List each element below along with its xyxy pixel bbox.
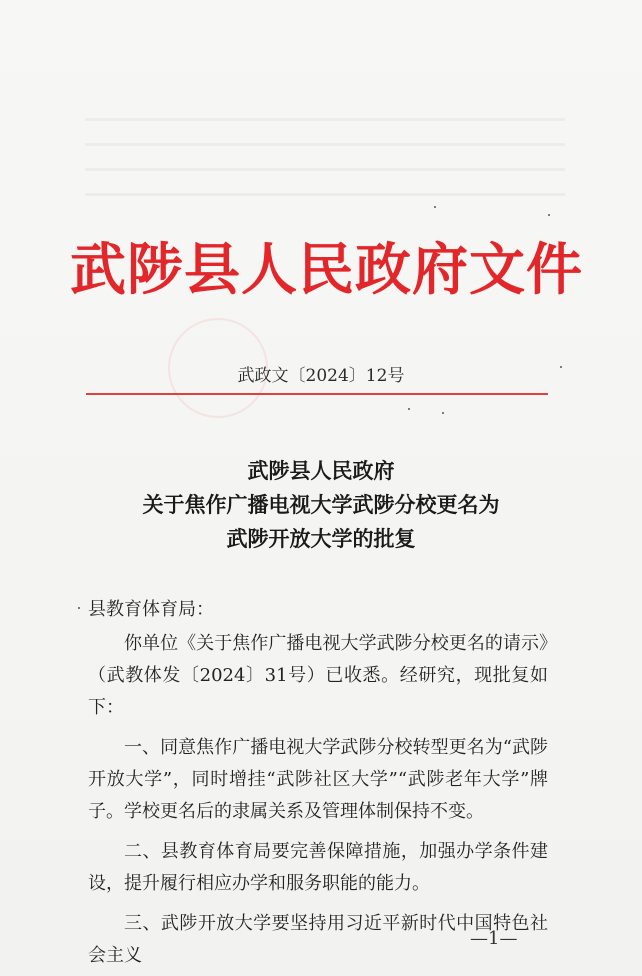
scan-speck [408,408,410,410]
document-subject [0,454,642,556]
page-number: —1— [470,928,518,949]
bleed-through-marks [85,118,565,238]
body-paragraph-3: 二、县教育体育局要完善保障措施，加强办学条件建设，提升履行相应办学和服务职能的能力。 [88,841,548,894]
document-number: 武政文〔2024〕12号 [237,366,405,386]
body-paragraph-4: 三、武陟开放大学要坚持用习近平新时代中国特色社会主义 [88,913,548,966]
scan-speck [78,607,80,609]
subject-line-1: 武陟县人民政府 [247,458,395,483]
addressee: 县教育体育局： [88,599,214,620]
scan-speck [442,412,444,414]
body-paragraph-2: 一、同意焦作广播电视大学武陟分校转型更名为“武陟开放大学”，同时增挂“武陟社区大学”“武陟老年大学”牌子。学校更名后的隶属关系及管理体制保持不变。 [88,737,548,822]
scan-speck [548,214,550,216]
red-separator-line [86,393,548,395]
subject-line-3: 武陟开放大学的批复 [226,526,416,551]
scan-speck [434,206,436,208]
body-paragraph-1: 你单位《关于焦作广播电视大学武陟分校更名的请示》（武教体发〔2024〕31号）已收悉。经研究，现批复如下： [88,633,548,718]
scan-speck [560,366,562,368]
header-title: 武陟县人民政府文件 [70,237,583,303]
subject-line-2: 关于焦作广播电视大学武陟分校更名为 [142,492,500,517]
document-body [88,628,548,972]
